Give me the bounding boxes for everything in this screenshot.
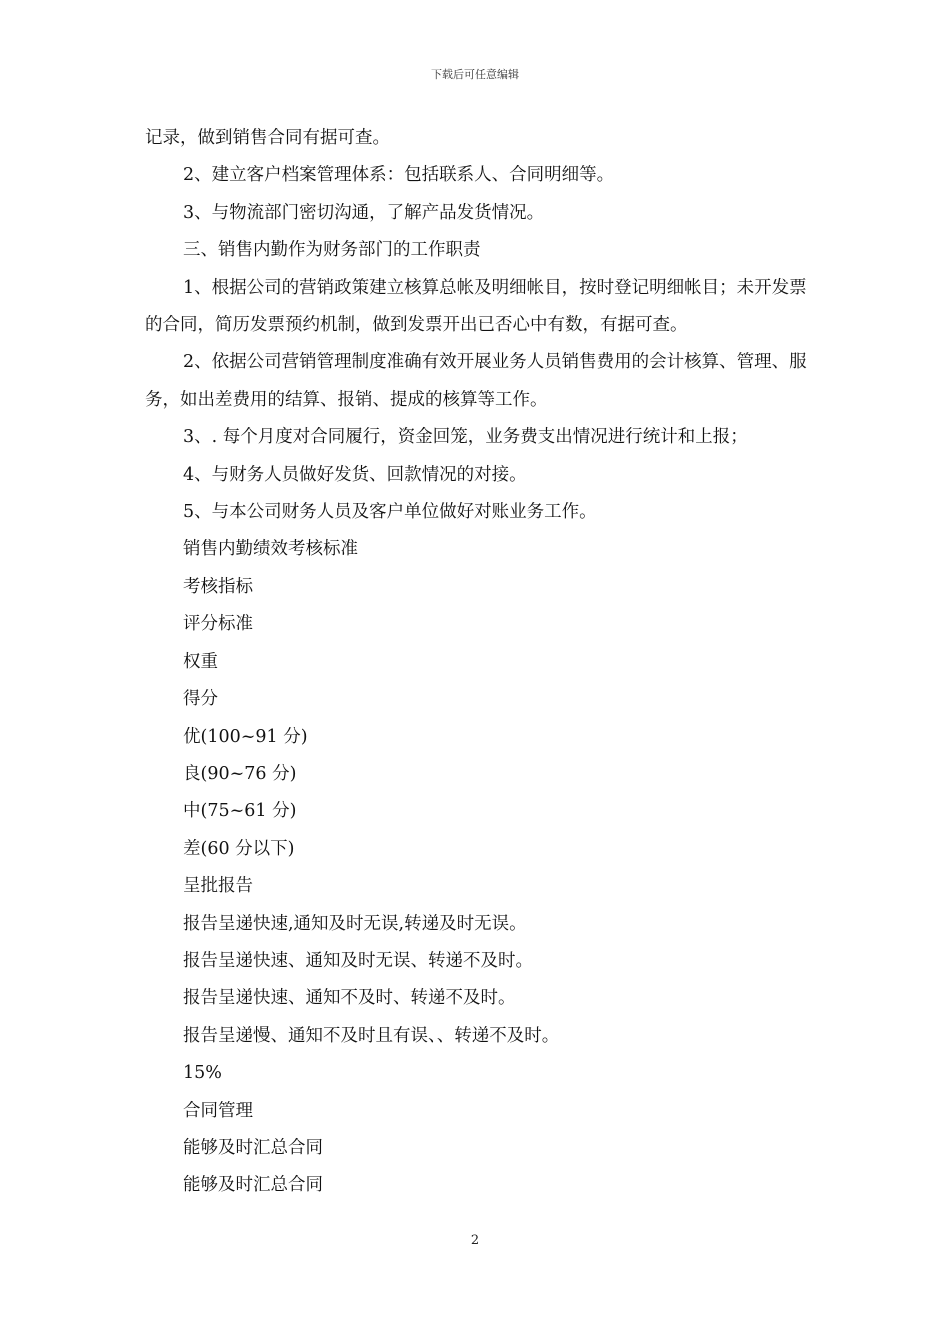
paragraph: 4、与财务人员做好发货、回款情况的对接。 (183, 464, 527, 485)
paragraph: 报告呈递快速、通知不及时、转递不及时。 (183, 988, 516, 1009)
paragraph: 1、根据公司的营销政策建立核算总帐及明细帐目，按时登记明细帐目；未开发票的合同，简历发票预约机制，做到发票开出已否心中有数，有据可查。 (145, 277, 807, 336)
paragraph: 能够及时汇总合同 (183, 1175, 323, 1196)
document-body (145, 120, 809, 1205)
paragraph: 合同管理 (183, 1100, 253, 1121)
paragraph: 报告呈递慢、通知不及时且有误、、转递不及时。 (183, 1025, 560, 1046)
paragraph: 销售内勤绩效考核标准 (183, 539, 358, 560)
paragraph: 三、销售内勤作为财务部门的工作职责 (183, 240, 481, 261)
paragraph: 优(100~91 分) (183, 726, 308, 747)
paragraph: 15% (183, 1063, 222, 1084)
paragraph: 3、. 每个月度对合同履行，资金回笼，业务费支出情况进行统计和上报； (183, 427, 748, 448)
paragraph: 2、依据公司营销管理制度准确有效开展业务人员销售费用的会计核算、管理、服务，如出差费用的结算、报销、提成的核算等工作。 (145, 352, 807, 410)
paragraph: 呈批报告 (183, 876, 253, 897)
paragraph: 能够及时汇总合同 (183, 1137, 323, 1158)
paragraph: 报告呈递快速、通知及时无误、转递不及时。 (183, 950, 533, 971)
paragraph: 2、建立客户档案管理体系：包括联系人、合同明细等。 (183, 165, 615, 186)
paragraph: 5、与本公司财务人员及客户单位做好对账业务工作。 (183, 502, 597, 523)
paragraph: 考核指标 (183, 576, 253, 597)
paragraph: 得分 (183, 689, 218, 710)
page-header: 下载后可任意编辑 (431, 68, 519, 81)
paragraph: 中(75~61 分) (183, 801, 297, 822)
page-number: 2 (470, 1233, 480, 1248)
paragraph: 报告呈递快速,通知及时无误,转递及时无误。 (183, 913, 527, 934)
paragraph: 良(90~76 分) (183, 763, 297, 784)
paragraph: 差(60 分以下) (183, 838, 295, 859)
paragraph: 记录，做到销售合同有据可查。 (145, 128, 390, 148)
paragraph: 评分标准 (183, 614, 253, 635)
paragraph: 3、与物流部门密切沟通，了解产品发货情况。 (183, 202, 545, 223)
paragraph: 权重 (183, 651, 218, 672)
